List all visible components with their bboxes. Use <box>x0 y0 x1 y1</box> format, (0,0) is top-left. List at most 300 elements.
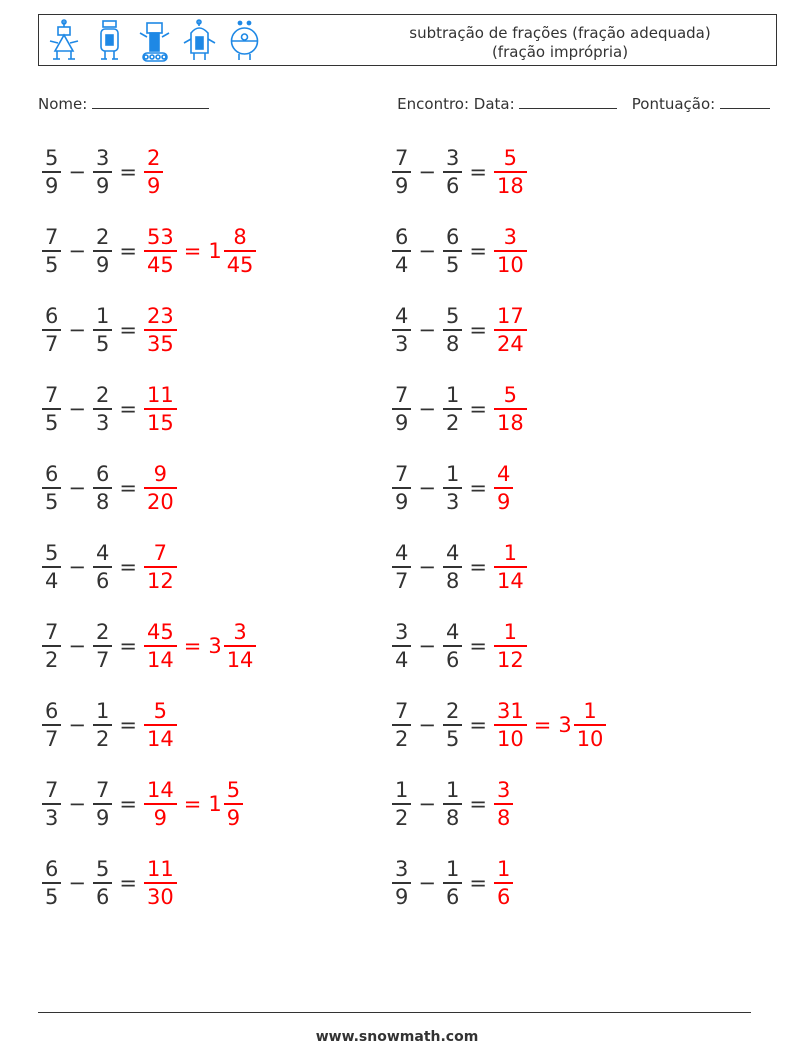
problem-row <box>390 137 529 207</box>
denominator: 30 <box>146 884 174 909</box>
numerator: 1 <box>445 778 460 803</box>
numerator: 3 <box>395 620 409 645</box>
fraction <box>42 382 61 436</box>
denominator: 3 <box>95 410 110 435</box>
numerator: 7 <box>45 620 59 645</box>
answer <box>492 698 608 752</box>
denominator: 6 <box>95 884 110 909</box>
denominator: 14 <box>226 647 254 672</box>
denominator: 9 <box>496 489 511 514</box>
denominator: 5 <box>445 726 460 751</box>
minus-sign: − <box>418 792 436 816</box>
denominator: 2 <box>45 647 59 672</box>
equals-sign: = <box>469 239 487 263</box>
numerator: 7 <box>45 383 59 408</box>
denominator: 3 <box>395 331 409 356</box>
fraction <box>42 224 61 278</box>
fraction <box>494 856 513 910</box>
numerator: 4 <box>95 541 110 566</box>
minus-sign: − <box>418 634 436 658</box>
denominator: 9 <box>395 410 409 435</box>
fraction <box>42 145 61 199</box>
fraction <box>494 145 527 199</box>
fraction <box>144 540 177 594</box>
fraction <box>494 698 527 752</box>
numerator: 7 <box>395 462 409 487</box>
answer <box>142 145 165 199</box>
numerator: 3 <box>233 620 247 645</box>
numerator: 5 <box>45 541 59 566</box>
title-line-2: (fração imprópria) <box>491 43 629 61</box>
fraction <box>144 145 163 199</box>
numerator: 5 <box>95 857 110 882</box>
problem-row <box>390 453 515 523</box>
problem-row <box>40 690 179 760</box>
denominator: 3 <box>45 805 59 830</box>
minus-sign: − <box>68 871 86 895</box>
fraction <box>443 382 462 436</box>
problem-row <box>40 137 165 207</box>
fraction <box>392 382 411 436</box>
minus-sign: − <box>68 634 86 658</box>
numerator: 3 <box>503 225 518 250</box>
fraction <box>494 461 513 515</box>
robot-icons <box>47 19 262 63</box>
denominator: 9 <box>226 805 241 830</box>
numerator: 3 <box>496 778 511 803</box>
equals-sign: = <box>183 792 202 816</box>
minus-sign: − <box>68 160 86 184</box>
minus-sign: − <box>68 713 86 737</box>
denominator: 2 <box>395 805 409 830</box>
minus-sign: − <box>418 239 436 263</box>
answer <box>492 619 529 673</box>
denominator: 5 <box>95 331 110 356</box>
denominator: 7 <box>45 331 59 356</box>
numerator: 5 <box>226 778 241 803</box>
fraction <box>224 619 257 673</box>
denominator: 18 <box>496 173 524 198</box>
denominator: 15 <box>146 410 174 435</box>
problem-row <box>40 848 179 918</box>
numerator: 2 <box>146 146 161 171</box>
denominator: 5 <box>45 884 59 909</box>
problem-row <box>390 216 529 286</box>
denominator: 8 <box>496 805 511 830</box>
name-field <box>38 94 209 113</box>
fraction <box>93 303 112 357</box>
denominator: 45 <box>146 252 174 277</box>
problem-row <box>40 295 179 365</box>
denominator: 2 <box>395 726 409 751</box>
numerator: 45 <box>146 620 174 645</box>
numerator: 5 <box>503 146 518 171</box>
fraction <box>494 777 513 831</box>
answer <box>492 303 529 357</box>
answer <box>492 382 529 436</box>
fraction <box>93 540 112 594</box>
denominator: 10 <box>576 726 604 751</box>
answer <box>492 540 529 594</box>
numerator: 4 <box>395 304 409 329</box>
fraction <box>443 540 462 594</box>
denominator: 6 <box>445 884 460 909</box>
denominator: 45 <box>226 252 254 277</box>
answer <box>492 224 529 278</box>
numerator: 7 <box>395 699 409 724</box>
fraction <box>144 777 177 831</box>
denominator: 9 <box>45 173 59 198</box>
minus-sign: − <box>68 318 86 342</box>
fraction <box>42 540 61 594</box>
fraction <box>443 461 462 515</box>
equals-sign: = <box>119 318 137 342</box>
equals-sign: = <box>119 792 137 816</box>
denominator: 6 <box>95 568 110 593</box>
minus-sign: − <box>418 555 436 579</box>
fraction <box>42 856 61 910</box>
fraction <box>42 619 61 673</box>
equals-sign: = <box>469 318 487 342</box>
problem-row <box>40 769 245 839</box>
numerator: 3 <box>95 146 110 171</box>
denominator: 9 <box>395 884 409 909</box>
fraction <box>392 777 411 831</box>
equals-sign: = <box>469 792 487 816</box>
denominator: 9 <box>95 252 110 277</box>
minus-sign: − <box>418 871 436 895</box>
score-blank[interactable] <box>720 94 770 109</box>
numerator: 7 <box>45 225 59 250</box>
numerator: 5 <box>45 146 59 171</box>
fraction <box>42 461 61 515</box>
fraction <box>392 856 411 910</box>
numerator: 6 <box>45 699 59 724</box>
denominator: 2 <box>95 726 110 751</box>
denominator: 4 <box>395 647 409 672</box>
fraction <box>392 540 411 594</box>
fraction <box>93 224 112 278</box>
equals-sign: = <box>183 634 202 658</box>
answer <box>142 698 179 752</box>
numerator: 3 <box>445 146 460 171</box>
fraction <box>93 777 112 831</box>
equals-sign: = <box>469 634 487 658</box>
equals-sign: = <box>469 555 487 579</box>
denominator: 6 <box>496 884 511 909</box>
denominator: 7 <box>45 726 59 751</box>
problem-row <box>40 532 179 602</box>
denominator: 35 <box>146 331 174 356</box>
numerator: 17 <box>496 304 524 329</box>
numerator: 2 <box>95 383 110 408</box>
fraction <box>144 619 177 673</box>
numerator: 11 <box>146 857 174 882</box>
name-label: Nome: <box>38 95 88 113</box>
fraction <box>224 224 257 278</box>
denominator: 6 <box>445 173 460 198</box>
numerator: 1 <box>395 778 409 803</box>
problem-row <box>40 216 258 286</box>
minus-sign: − <box>68 239 86 263</box>
robot-icon <box>92 19 127 63</box>
denominator: 7 <box>395 568 409 593</box>
equals-sign: = <box>119 713 137 737</box>
denominator: 20 <box>146 489 174 514</box>
denominator: 8 <box>95 489 110 514</box>
denominator: 3 <box>445 489 460 514</box>
fraction <box>42 777 61 831</box>
denominator: 8 <box>445 568 460 593</box>
problem-row <box>390 611 529 681</box>
equals-sign: = <box>533 713 552 737</box>
numerator: 4 <box>496 462 511 487</box>
denominator: 9 <box>395 173 409 198</box>
numerator: 2 <box>445 699 460 724</box>
minus-sign: − <box>418 476 436 500</box>
worksheet-header <box>38 14 777 66</box>
denominator: 4 <box>45 568 59 593</box>
equals-sign: = <box>119 555 137 579</box>
problem-row <box>390 532 529 602</box>
equals-sign: = <box>119 239 137 263</box>
fraction <box>93 145 112 199</box>
answer <box>142 303 179 357</box>
fraction <box>443 145 462 199</box>
encounter-field <box>397 94 770 113</box>
equals-sign: = <box>469 713 487 737</box>
mixed-whole: 3 <box>208 634 222 658</box>
fraction <box>392 461 411 515</box>
equals-sign: = <box>469 160 487 184</box>
robot-icon <box>182 19 217 63</box>
name-blank[interactable] <box>92 94 209 109</box>
numerator: 6 <box>45 462 59 487</box>
equals-sign: = <box>119 160 137 184</box>
numerator: 3 <box>395 857 409 882</box>
problem-row <box>390 690 608 760</box>
numerator: 14 <box>146 778 174 803</box>
numerator: 7 <box>395 146 409 171</box>
fraction <box>494 540 527 594</box>
numerator: 5 <box>503 383 518 408</box>
denominator: 14 <box>146 726 174 751</box>
denominator: 5 <box>45 489 59 514</box>
numerator: 1 <box>445 462 460 487</box>
denominator: 8 <box>445 331 460 356</box>
mixed-whole: 1 <box>208 239 222 263</box>
minus-sign: − <box>68 792 86 816</box>
fraction <box>574 698 607 752</box>
fraction <box>42 303 61 357</box>
robot-icon <box>137 19 172 63</box>
equals-sign: = <box>469 397 487 421</box>
fraction <box>494 224 527 278</box>
fraction <box>144 224 177 278</box>
numerator: 6 <box>95 462 110 487</box>
fraction <box>443 698 462 752</box>
minus-sign: − <box>418 318 436 342</box>
fraction <box>42 698 61 752</box>
fraction <box>392 224 411 278</box>
numerator: 1 <box>95 699 110 724</box>
fraction <box>93 698 112 752</box>
minus-sign: − <box>68 476 86 500</box>
equals-sign: = <box>119 476 137 500</box>
denominator: 24 <box>496 331 524 356</box>
numerator: 9 <box>153 462 168 487</box>
denominator: 7 <box>95 647 110 672</box>
equals-sign: = <box>469 476 487 500</box>
numerator: 7 <box>95 778 110 803</box>
footer-url: www.snowmath.com <box>315 1029 479 1045</box>
answer <box>142 777 245 831</box>
numerator: 23 <box>146 304 174 329</box>
problem-row <box>390 295 529 365</box>
problem-row <box>40 453 179 523</box>
numerator: 4 <box>445 541 460 566</box>
denominator: 14 <box>496 568 524 593</box>
fraction <box>224 777 243 831</box>
numerator: 1 <box>583 699 597 724</box>
problem-row <box>390 848 515 918</box>
answer <box>142 461 179 515</box>
numerator: 4 <box>445 620 460 645</box>
answer <box>492 777 515 831</box>
numerator: 2 <box>95 620 110 645</box>
numerator: 2 <box>95 225 110 250</box>
fraction <box>443 224 462 278</box>
numerator: 11 <box>146 383 174 408</box>
denominator: 12 <box>146 568 174 593</box>
numerator: 1 <box>496 857 511 882</box>
fraction <box>443 303 462 357</box>
robot-icon <box>47 19 82 63</box>
fraction <box>93 856 112 910</box>
numerator: 6 <box>395 225 409 250</box>
denominator: 5 <box>45 252 59 277</box>
minus-sign: − <box>68 397 86 421</box>
equals-sign: = <box>469 871 487 895</box>
denominator: 5 <box>45 410 59 435</box>
denominator: 14 <box>146 647 174 672</box>
minus-sign: − <box>418 397 436 421</box>
numerator: 4 <box>395 541 409 566</box>
numerator: 6 <box>45 857 59 882</box>
numerator: 6 <box>445 225 460 250</box>
numerator: 1 <box>445 857 460 882</box>
fraction <box>392 303 411 357</box>
answer <box>142 619 258 673</box>
score-label: Pontuação: <box>631 95 716 113</box>
equals-sign: = <box>119 871 137 895</box>
fraction <box>144 303 177 357</box>
denominator: 9 <box>395 489 409 514</box>
numerator: 7 <box>45 778 59 803</box>
numerator: 8 <box>233 225 247 250</box>
problem-row <box>390 374 529 444</box>
fraction <box>144 856 177 910</box>
answer <box>492 856 515 910</box>
numerator: 1 <box>445 383 460 408</box>
answer <box>142 224 258 278</box>
fraction <box>392 145 411 199</box>
denominator: 12 <box>496 647 524 672</box>
numerator: 31 <box>496 699 524 724</box>
robot-icon <box>227 19 262 63</box>
denominator: 8 <box>445 805 460 830</box>
encounter-date-label: Encontro: Data: <box>397 95 515 113</box>
numerator: 1 <box>503 541 518 566</box>
equals-sign: = <box>119 397 137 421</box>
denominator: 10 <box>496 726 524 751</box>
numerator: 7 <box>153 541 168 566</box>
fraction <box>144 382 177 436</box>
numerator: 1 <box>95 304 110 329</box>
footer-divider <box>38 1012 751 1013</box>
numerator: 5 <box>445 304 460 329</box>
denominator: 9 <box>153 805 168 830</box>
answer <box>142 382 179 436</box>
worksheet-title <box>370 24 750 62</box>
problem-row <box>40 374 179 444</box>
minus-sign: − <box>68 555 86 579</box>
answer <box>142 540 179 594</box>
denominator: 18 <box>496 410 524 435</box>
denominator: 5 <box>445 252 460 277</box>
fraction <box>144 461 177 515</box>
fraction <box>443 856 462 910</box>
fraction <box>93 461 112 515</box>
numerator: 5 <box>153 699 168 724</box>
equals-sign: = <box>183 239 202 263</box>
answer <box>492 145 529 199</box>
numerator: 1 <box>503 620 518 645</box>
denominator: 9 <box>95 173 110 198</box>
fraction <box>494 382 527 436</box>
numerator: 7 <box>395 383 409 408</box>
problem-row <box>40 611 258 681</box>
fraction <box>144 698 177 752</box>
fraction <box>443 619 462 673</box>
denominator: 4 <box>395 252 409 277</box>
fraction <box>443 777 462 831</box>
problem-row <box>390 769 515 839</box>
equals-sign: = <box>119 634 137 658</box>
fraction <box>494 303 527 357</box>
numerator: 53 <box>146 225 174 250</box>
fraction <box>392 619 411 673</box>
denominator: 9 <box>146 173 161 198</box>
mixed-whole: 3 <box>558 713 572 737</box>
fraction <box>494 619 527 673</box>
denominator: 6 <box>445 647 460 672</box>
mixed-whole: 1 <box>208 792 222 816</box>
minus-sign: − <box>418 160 436 184</box>
answer <box>142 856 179 910</box>
numerator: 6 <box>45 304 59 329</box>
fraction <box>392 698 411 752</box>
denominator: 10 <box>496 252 524 277</box>
denominator: 9 <box>95 805 110 830</box>
fraction <box>93 619 112 673</box>
denominator: 2 <box>445 410 460 435</box>
date-blank[interactable] <box>519 94 617 109</box>
fraction <box>93 382 112 436</box>
title-line-1: subtração de frações (fração adequada) <box>409 24 711 42</box>
answer <box>492 461 515 515</box>
minus-sign: − <box>418 713 436 737</box>
